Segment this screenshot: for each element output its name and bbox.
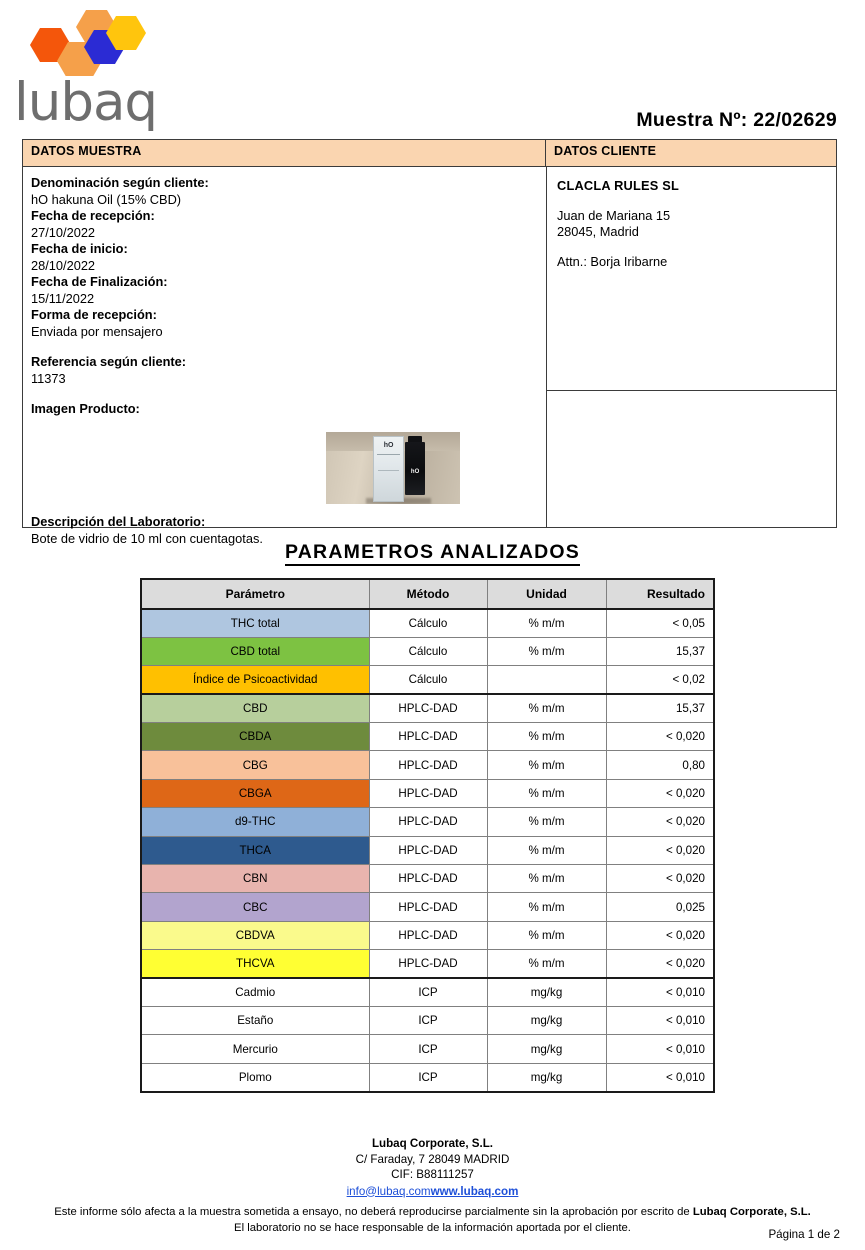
cell-metodo: HPLC-DAD bbox=[369, 950, 487, 978]
cell-resultado: < 0,020 bbox=[606, 921, 714, 949]
field-imagen-label: Imagen Producto: bbox=[31, 401, 140, 416]
cell-resultado: < 0,020 bbox=[606, 723, 714, 751]
panel-header-row bbox=[23, 140, 836, 167]
client-name: CLACLA RULES SL bbox=[557, 178, 679, 193]
sample-and-client-panel bbox=[22, 139, 837, 546]
cell-unidad: mg/kg bbox=[487, 978, 606, 1006]
table-row bbox=[141, 779, 714, 807]
cell-resultado: < 0,010 bbox=[606, 1063, 714, 1091]
cell-parametro: CBN bbox=[141, 865, 369, 893]
cell-metodo: HPLC-DAD bbox=[369, 779, 487, 807]
footer-disclaimer-1-text: Este informe sólo afecta a la muestra sometida a ensayo, no deberá reproducirse parcialmente sin la aprobación por escrito de bbox=[54, 1205, 693, 1218]
col-header-unidad: Unidad bbox=[487, 579, 606, 609]
product-bottle-label: hO bbox=[410, 469, 420, 476]
cell-metodo: Cálculo bbox=[369, 609, 487, 637]
footer-disclaimer-1 bbox=[0, 1204, 865, 1220]
cell-unidad: % m/m bbox=[487, 836, 606, 864]
logo-wordmark: lubaq bbox=[14, 72, 158, 133]
cell-unidad: % m/m bbox=[487, 609, 606, 637]
cell-resultado: < 0,05 bbox=[606, 609, 714, 637]
footer-website-link[interactable]: www.lubaq.com bbox=[430, 1184, 519, 1198]
col-header-parametro: Parámetro bbox=[141, 579, 369, 609]
table-row bbox=[141, 1063, 714, 1091]
page-number: Página 1 de 2 bbox=[768, 1228, 840, 1241]
cell-parametro: Índice de Psicoactividad bbox=[141, 666, 369, 694]
client-address-line2: 28045, Madrid bbox=[557, 224, 639, 239]
cell-parametro: CBGA bbox=[141, 779, 369, 807]
cell-resultado: 15,37 bbox=[606, 637, 714, 665]
field-forma-label: Forma de recepción: bbox=[31, 307, 157, 322]
results-header-row bbox=[141, 579, 714, 609]
sample-data-header: DATOS MUESTRA bbox=[23, 140, 546, 166]
cell-parametro: Mercurio bbox=[141, 1035, 369, 1063]
cell-metodo: HPLC-DAD bbox=[369, 836, 487, 864]
cell-metodo: HPLC-DAD bbox=[369, 751, 487, 779]
field-inicio-value: 28/10/2022 bbox=[31, 257, 96, 273]
footer-disclaimer-1-company: Lubaq Corporate, S.L. bbox=[692, 1205, 811, 1218]
field-denominacion-label: Denominación según cliente: bbox=[31, 175, 209, 190]
cell-unidad: % m/m bbox=[487, 637, 606, 665]
cell-parametro: Estaño bbox=[141, 1006, 369, 1034]
cell-resultado: 0,025 bbox=[606, 893, 714, 921]
cell-metodo: ICP bbox=[369, 1006, 487, 1034]
client-data-content bbox=[546, 167, 836, 528]
field-denominacion-value: hO hakuna Oil (15% CBD) bbox=[31, 191, 182, 207]
field-referencia-value: 11373 bbox=[31, 370, 66, 386]
cell-resultado: < 0,020 bbox=[606, 836, 714, 864]
field-forma-value: Enviada por mensajero bbox=[31, 323, 163, 339]
cell-metodo: HPLC-DAD bbox=[369, 865, 487, 893]
cell-unidad: mg/kg bbox=[487, 1035, 606, 1063]
table-row bbox=[141, 978, 714, 1006]
cell-parametro: Plomo bbox=[141, 1063, 369, 1091]
sample-number: Muestra Nº: 22/02629 bbox=[636, 109, 837, 131]
cell-resultado: 15,37 bbox=[606, 694, 714, 722]
cell-unidad: % m/m bbox=[487, 694, 606, 722]
col-header-metodo: Método bbox=[369, 579, 487, 609]
cell-resultado: < 0,020 bbox=[606, 950, 714, 978]
cell-metodo: HPLC-DAD bbox=[369, 694, 487, 722]
cell-metodo: ICP bbox=[369, 1035, 487, 1063]
cell-unidad: % m/m bbox=[487, 723, 606, 751]
field-descripcion-label: Descripción del Laboratorio: bbox=[31, 514, 206, 529]
table-row bbox=[141, 751, 714, 779]
cell-unidad: % m/m bbox=[487, 921, 606, 949]
cell-unidad: mg/kg bbox=[487, 1063, 606, 1091]
cell-resultado: < 0,010 bbox=[606, 1035, 714, 1063]
sample-data-content bbox=[23, 167, 546, 546]
table-row bbox=[141, 808, 714, 836]
cell-parametro: CBD bbox=[141, 694, 369, 722]
table-row bbox=[141, 609, 714, 637]
cell-unidad: mg/kg bbox=[487, 1006, 606, 1034]
cell-unidad: % m/m bbox=[487, 808, 606, 836]
cell-unidad: % m/m bbox=[487, 865, 606, 893]
cell-parametro: THC total bbox=[141, 609, 369, 637]
footer-company: Lubaq Corporate, S.L. bbox=[371, 1137, 494, 1150]
client-address-line1: Juan de Mariana 15 bbox=[557, 208, 671, 223]
table-row bbox=[141, 865, 714, 893]
cell-unidad: % m/m bbox=[487, 893, 606, 921]
cell-metodo: HPLC-DAD bbox=[369, 921, 487, 949]
cell-metodo: ICP bbox=[369, 978, 487, 1006]
table-row bbox=[141, 921, 714, 949]
cell-parametro: THCVA bbox=[141, 950, 369, 978]
table-row bbox=[141, 836, 714, 864]
client-card bbox=[547, 167, 836, 391]
table-row bbox=[141, 950, 714, 978]
cell-parametro: CBG bbox=[141, 751, 369, 779]
cell-resultado: < 0,020 bbox=[606, 808, 714, 836]
cell-metodo: Cálculo bbox=[369, 637, 487, 665]
table-row bbox=[141, 637, 714, 665]
cell-metodo: HPLC-DAD bbox=[369, 893, 487, 921]
field-recepcion-value: 27/10/2022 bbox=[31, 224, 96, 240]
cell-unidad: % m/m bbox=[487, 751, 606, 779]
field-finalizacion-label: Fecha de Finalización: bbox=[31, 274, 168, 289]
table-row bbox=[141, 1035, 714, 1063]
cell-resultado: < 0,010 bbox=[606, 978, 714, 1006]
cell-resultado: < 0,02 bbox=[606, 666, 714, 694]
table-row bbox=[141, 723, 714, 751]
logo-hexagons-icon bbox=[8, 4, 158, 76]
document-footer bbox=[0, 1136, 865, 1236]
cell-resultado: < 0,020 bbox=[606, 779, 714, 807]
cell-unidad bbox=[487, 666, 606, 694]
company-logo bbox=[8, 4, 268, 134]
results-title-text: PARAMETROS ANALIZADOS bbox=[285, 541, 580, 566]
cell-resultado: 0,80 bbox=[606, 751, 714, 779]
field-descripcion-value: Bote de vidrio de 10 ml con cuentagotas. bbox=[31, 530, 263, 546]
product-image bbox=[326, 432, 460, 504]
table-row bbox=[141, 694, 714, 722]
cell-parametro: CBDVA bbox=[141, 921, 369, 949]
results-table bbox=[140, 578, 715, 1093]
cell-parametro: CBC bbox=[141, 893, 369, 921]
cell-metodo: HPLC-DAD bbox=[369, 723, 487, 751]
cell-parametro: Cadmio bbox=[141, 978, 369, 1006]
client-attention: Attn.: Borja Iribarne bbox=[557, 254, 668, 269]
cell-metodo: ICP bbox=[369, 1063, 487, 1091]
field-referencia-label: Referencia según cliente: bbox=[31, 354, 187, 369]
client-data-header: DATOS CLIENTE bbox=[554, 144, 657, 158]
cell-unidad: % m/m bbox=[487, 950, 606, 978]
cell-resultado: < 0,010 bbox=[606, 1006, 714, 1034]
product-box-label: hO bbox=[383, 441, 394, 449]
cell-parametro: CBDA bbox=[141, 723, 369, 751]
cell-metodo: Cálculo bbox=[369, 666, 487, 694]
footer-cif: CIF: B88111257 bbox=[391, 1168, 474, 1181]
cell-parametro: THCA bbox=[141, 836, 369, 864]
cell-parametro: CBD total bbox=[141, 637, 369, 665]
footer-address: C/ Faraday, 7 28049 MADRID bbox=[355, 1152, 510, 1166]
field-recepcion-label: Fecha de recepción: bbox=[31, 208, 155, 223]
col-header-resultado: Resultado bbox=[606, 579, 714, 609]
table-row bbox=[141, 1006, 714, 1034]
results-title bbox=[0, 541, 865, 564]
cell-parametro: d9-THC bbox=[141, 808, 369, 836]
field-inicio-label: Fecha de inicio: bbox=[31, 241, 128, 256]
table-row bbox=[141, 666, 714, 694]
cell-resultado: < 0,020 bbox=[606, 865, 714, 893]
table-row bbox=[141, 893, 714, 921]
footer-email-link[interactable]: info@lubaq.com bbox=[346, 1184, 431, 1198]
footer-disclaimer-2: El laboratorio no se hace responsable de la información aportada por el cliente. bbox=[234, 1221, 631, 1234]
cell-unidad: % m/m bbox=[487, 779, 606, 807]
field-finalizacion-value: 15/11/2022 bbox=[31, 290, 95, 306]
cell-metodo: HPLC-DAD bbox=[369, 808, 487, 836]
